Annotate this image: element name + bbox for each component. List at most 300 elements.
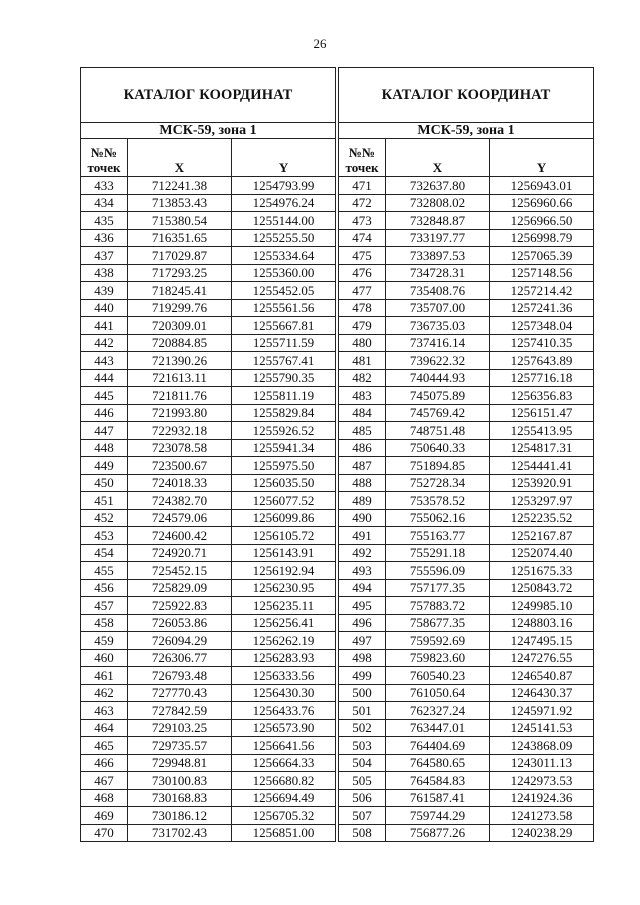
x-coordinate-cell: 764580.65 — [386, 754, 490, 772]
y-coordinate-cell: 1255561.56 — [232, 299, 336, 317]
y-coordinate-cell: 1255790.35 — [232, 369, 336, 387]
point-number-cell: 465 — [81, 737, 128, 755]
point-number-cell: 493 — [339, 562, 386, 580]
y-coordinate-cell: 1241273.58 — [490, 807, 594, 825]
x-coordinate-cell: 755062.16 — [386, 509, 490, 527]
table-row — [81, 229, 336, 247]
table-row — [339, 474, 594, 492]
page-number: 26 — [313, 36, 327, 51]
table-row — [81, 439, 336, 457]
point-number-cell: 499 — [339, 667, 386, 685]
y-coordinate-cell: 1255975.50 — [232, 457, 336, 475]
point-number-header-line2: точек — [345, 160, 379, 175]
x-coordinate-cell: 721390.26 — [128, 352, 232, 370]
x-coordinate-cell: 721811.76 — [128, 387, 232, 405]
y-coordinate-cell: 1242973.53 — [490, 772, 594, 790]
table-row — [81, 264, 336, 282]
point-number-cell: 457 — [81, 597, 128, 615]
y-coordinate-cell: 1256105.72 — [232, 527, 336, 545]
point-number-cell: 507 — [339, 807, 386, 825]
table-row — [81, 702, 336, 720]
point-number-header-line1: №№ — [90, 145, 118, 160]
point-number-cell: 439 — [81, 282, 128, 300]
y-coordinate-cell: 1255334.64 — [232, 247, 336, 265]
y-coordinate-cell: 1256356.83 — [490, 387, 594, 405]
y-coordinate-cell: 1255711.59 — [232, 334, 336, 352]
y-coordinate-cell: 1255926.52 — [232, 422, 336, 440]
point-number-cell: 500 — [339, 684, 386, 702]
coordinate-rows — [81, 177, 336, 842]
y-coordinate-cell: 1256960.66 — [490, 194, 594, 212]
point-number-cell: 463 — [81, 702, 128, 720]
y-coordinate-cell: 1256705.32 — [232, 807, 336, 825]
coordinate-rows — [339, 177, 594, 842]
x-coordinate-cell: 764404.69 — [386, 737, 490, 755]
point-number-cell: 462 — [81, 684, 128, 702]
table-row — [339, 614, 594, 632]
table-row — [81, 789, 336, 807]
table-row — [339, 789, 594, 807]
x-coordinate-cell: 722932.18 — [128, 422, 232, 440]
x-coordinate-cell: 726306.77 — [128, 649, 232, 667]
y-coordinate-cell: 1256966.50 — [490, 212, 594, 230]
point-number-cell: 480 — [339, 334, 386, 352]
point-number-cell: 497 — [339, 632, 386, 650]
catalog-title: КАТАЛОГ КООРДИНАТ — [339, 68, 594, 123]
y-coordinate-cell: 1254976.24 — [232, 194, 336, 212]
x-coordinate-cell: 729735.57 — [128, 737, 232, 755]
x-coordinate-cell: 729103.25 — [128, 719, 232, 737]
table-row — [339, 369, 594, 387]
point-number-cell: 506 — [339, 789, 386, 807]
point-number-cell: 476 — [339, 264, 386, 282]
y-coordinate-cell: 1257241.36 — [490, 299, 594, 317]
y-coordinate-cell: 1252235.52 — [490, 509, 594, 527]
x-coordinate-cell: 717029.87 — [128, 247, 232, 265]
x-coordinate-cell: 730186.12 — [128, 807, 232, 825]
y-coordinate-cell: 1256333.56 — [232, 667, 336, 685]
x-coordinate-cell: 726053.86 — [128, 614, 232, 632]
y-coordinate-cell: 1256998.79 — [490, 229, 594, 247]
point-number-cell: 487 — [339, 457, 386, 475]
point-number-cell: 498 — [339, 649, 386, 667]
point-number-cell: 492 — [339, 544, 386, 562]
x-coordinate-cell: 712241.38 — [128, 177, 232, 195]
y-coordinate-cell: 1245971.92 — [490, 702, 594, 720]
y-coordinate-cell: 1254817.31 — [490, 439, 594, 457]
point-number-cell: 466 — [81, 754, 128, 772]
y-coordinate-cell: 1256262.19 — [232, 632, 336, 650]
table-row — [339, 719, 594, 737]
table-row — [339, 457, 594, 475]
x-coordinate-cell: 727770.43 — [128, 684, 232, 702]
point-number-cell: 483 — [339, 387, 386, 405]
table-row — [81, 334, 336, 352]
point-number-cell: 464 — [81, 719, 128, 737]
x-coordinate-cell: 729948.81 — [128, 754, 232, 772]
y-coordinate-cell: 1256680.82 — [232, 772, 336, 790]
table-row — [81, 177, 336, 195]
x-coordinate-cell: 724600.42 — [128, 527, 232, 545]
y-coordinate-cell: 1257643.89 — [490, 352, 594, 370]
point-number-cell: 444 — [81, 369, 128, 387]
x-coordinate-cell: 725452.15 — [128, 562, 232, 580]
y-coordinate-cell: 1248803.16 — [490, 614, 594, 632]
x-coordinate-cell: 748751.48 — [386, 422, 490, 440]
point-number-cell: 433 — [81, 177, 128, 195]
point-number-cell: 473 — [339, 212, 386, 230]
x-coordinate-cell: 727842.59 — [128, 702, 232, 720]
table-row — [81, 194, 336, 212]
table-row — [81, 387, 336, 405]
y-coordinate-cell: 1257214.42 — [490, 282, 594, 300]
x-coordinate-cell: 716351.65 — [128, 229, 232, 247]
point-number-cell: 437 — [81, 247, 128, 265]
x-coordinate-cell: 737416.14 — [386, 334, 490, 352]
point-number-cell: 441 — [81, 317, 128, 335]
x-coordinate-cell: 759592.69 — [386, 632, 490, 650]
y-coordinate-cell: 1255360.00 — [232, 264, 336, 282]
point-number-cell: 461 — [81, 667, 128, 685]
point-number-cell: 446 — [81, 404, 128, 422]
x-coordinate-cell: 732637.80 — [386, 177, 490, 195]
table-row — [339, 387, 594, 405]
table-row — [81, 772, 336, 790]
y-coordinate-cell: 1256573.90 — [232, 719, 336, 737]
y-coordinate-cell: 1247276.55 — [490, 649, 594, 667]
y-column-header: Y — [232, 139, 336, 177]
x-coordinate-cell: 745075.89 — [386, 387, 490, 405]
y-coordinate-cell: 1256943.01 — [490, 177, 594, 195]
point-number-cell: 491 — [339, 527, 386, 545]
point-number-cell: 449 — [81, 457, 128, 475]
y-coordinate-cell: 1256151.47 — [490, 404, 594, 422]
table-row — [339, 737, 594, 755]
point-number-cell: 471 — [339, 177, 386, 195]
x-coordinate-cell: 764584.83 — [386, 772, 490, 790]
table-row — [81, 597, 336, 615]
table-row — [339, 824, 594, 842]
point-number-cell: 451 — [81, 492, 128, 510]
point-number-cell: 443 — [81, 352, 128, 370]
table-row — [339, 667, 594, 685]
y-coordinate-cell: 1257148.56 — [490, 264, 594, 282]
table-row — [81, 299, 336, 317]
x-coordinate-cell: 759744.29 — [386, 807, 490, 825]
point-number-cell: 508 — [339, 824, 386, 842]
x-coordinate-cell: 755291.18 — [386, 544, 490, 562]
x-coordinate-cell: 756877.26 — [386, 824, 490, 842]
table-row — [81, 579, 336, 597]
point-number-cell: 456 — [81, 579, 128, 597]
x-coordinate-cell: 752728.34 — [386, 474, 490, 492]
point-number-cell: 453 — [81, 527, 128, 545]
table-row — [339, 404, 594, 422]
x-coordinate-cell: 735707.00 — [386, 299, 490, 317]
y-coordinate-cell: 1252074.40 — [490, 544, 594, 562]
y-coordinate-cell: 1256664.33 — [232, 754, 336, 772]
y-coordinate-cell: 1255667.81 — [232, 317, 336, 335]
x-coordinate-cell: 745769.42 — [386, 404, 490, 422]
point-number-cell: 472 — [339, 194, 386, 212]
point-number-cell: 495 — [339, 597, 386, 615]
y-coordinate-cell: 1255413.95 — [490, 422, 594, 440]
point-number-cell: 440 — [81, 299, 128, 317]
x-coordinate-cell: 732808.02 — [386, 194, 490, 212]
y-coordinate-cell: 1243868.09 — [490, 737, 594, 755]
table-row — [81, 457, 336, 475]
table-row — [339, 772, 594, 790]
point-number-cell: 459 — [81, 632, 128, 650]
table-row — [81, 667, 336, 685]
y-coordinate-cell: 1256192.94 — [232, 562, 336, 580]
x-coordinate-cell: 736735.03 — [386, 317, 490, 335]
x-coordinate-cell: 758677.35 — [386, 614, 490, 632]
x-coordinate-cell: 724018.33 — [128, 474, 232, 492]
table-row — [339, 282, 594, 300]
point-number-cell: 438 — [81, 264, 128, 282]
point-number-cell: 445 — [81, 387, 128, 405]
table-row — [81, 684, 336, 702]
table-row — [339, 562, 594, 580]
table-row — [81, 369, 336, 387]
x-coordinate-cell: 739622.32 — [386, 352, 490, 370]
y-coordinate-cell: 1246430.37 — [490, 684, 594, 702]
table-row — [339, 509, 594, 527]
table-row — [339, 334, 594, 352]
x-coordinate-cell: 755163.77 — [386, 527, 490, 545]
point-number-cell: 450 — [81, 474, 128, 492]
y-coordinate-cell: 1256641.56 — [232, 737, 336, 755]
table-row — [339, 299, 594, 317]
x-coordinate-cell: 735408.76 — [386, 282, 490, 300]
x-coordinate-cell: 750640.33 — [386, 439, 490, 457]
table-row — [81, 544, 336, 562]
x-coordinate-cell: 721613.11 — [128, 369, 232, 387]
x-coordinate-cell: 720309.01 — [128, 317, 232, 335]
table-row — [81, 632, 336, 650]
table-row — [339, 579, 594, 597]
table-row — [81, 754, 336, 772]
point-number-cell: 468 — [81, 789, 128, 807]
point-number-cell: 460 — [81, 649, 128, 667]
point-number-cell: 477 — [339, 282, 386, 300]
point-number-cell: 434 — [81, 194, 128, 212]
x-coordinate-cell: 719299.76 — [128, 299, 232, 317]
y-coordinate-cell: 1240238.29 — [490, 824, 594, 842]
x-coordinate-cell: 723078.58 — [128, 439, 232, 457]
table-row — [339, 684, 594, 702]
table-row — [81, 649, 336, 667]
y-coordinate-cell: 1251675.33 — [490, 562, 594, 580]
y-coordinate-cell: 1256851.00 — [232, 824, 336, 842]
x-column-header: X — [386, 139, 490, 177]
point-number-cell: 475 — [339, 247, 386, 265]
point-number-cell: 505 — [339, 772, 386, 790]
y-coordinate-cell: 1257716.18 — [490, 369, 594, 387]
table-row — [81, 404, 336, 422]
table-row — [339, 439, 594, 457]
y-coordinate-cell: 1256235.11 — [232, 597, 336, 615]
point-number-header — [81, 139, 128, 177]
point-number-cell: 484 — [339, 404, 386, 422]
x-coordinate-cell: 717293.25 — [128, 264, 232, 282]
y-coordinate-cell: 1256694.49 — [232, 789, 336, 807]
point-number-header-line1: №№ — [348, 145, 376, 160]
x-coordinate-cell: 761587.41 — [386, 789, 490, 807]
table-row — [81, 247, 336, 265]
y-coordinate-cell: 1256099.86 — [232, 509, 336, 527]
coordinate-catalog-right — [338, 67, 594, 842]
table-row — [81, 737, 336, 755]
table-row — [81, 492, 336, 510]
y-coordinate-cell: 1256433.76 — [232, 702, 336, 720]
point-number-header — [339, 139, 386, 177]
y-coordinate-cell: 1256283.93 — [232, 649, 336, 667]
x-coordinate-cell: 740444.93 — [386, 369, 490, 387]
x-coordinate-cell: 725922.83 — [128, 597, 232, 615]
y-coordinate-cell: 1247495.15 — [490, 632, 594, 650]
y-coordinate-cell: 1255829.84 — [232, 404, 336, 422]
table-row — [339, 632, 594, 650]
y-coordinate-cell: 1254793.99 — [232, 177, 336, 195]
point-number-header-line2: точек — [87, 160, 121, 175]
y-coordinate-cell: 1256143.91 — [232, 544, 336, 562]
point-number-cell: 436 — [81, 229, 128, 247]
coordinate-system-zone: МСК-59, зона 1 — [339, 123, 594, 139]
table-row — [81, 352, 336, 370]
y-column-header: Y — [490, 139, 594, 177]
x-coordinate-cell: 763447.01 — [386, 719, 490, 737]
point-number-cell: 458 — [81, 614, 128, 632]
table-row — [339, 807, 594, 825]
y-coordinate-cell: 1254441.41 — [490, 457, 594, 475]
point-number-cell: 470 — [81, 824, 128, 842]
y-coordinate-cell: 1246540.87 — [490, 667, 594, 685]
table-row — [339, 544, 594, 562]
y-coordinate-cell: 1256035.50 — [232, 474, 336, 492]
y-coordinate-cell: 1250843.72 — [490, 579, 594, 597]
point-number-cell: 490 — [339, 509, 386, 527]
x-coordinate-cell: 751894.85 — [386, 457, 490, 475]
table-row — [81, 562, 336, 580]
table-row — [81, 474, 336, 492]
point-number-cell: 455 — [81, 562, 128, 580]
point-number-cell: 447 — [81, 422, 128, 440]
x-coordinate-cell: 757177.35 — [386, 579, 490, 597]
point-number-cell: 496 — [339, 614, 386, 632]
table-row — [81, 282, 336, 300]
point-number-cell: 467 — [81, 772, 128, 790]
table-row — [339, 212, 594, 230]
y-coordinate-cell: 1257065.39 — [490, 247, 594, 265]
y-coordinate-cell: 1255941.34 — [232, 439, 336, 457]
point-number-cell: 442 — [81, 334, 128, 352]
point-number-cell: 481 — [339, 352, 386, 370]
x-coordinate-cell: 760540.23 — [386, 667, 490, 685]
point-number-cell: 474 — [339, 229, 386, 247]
table-row — [339, 317, 594, 335]
x-coordinate-cell: 732848.87 — [386, 212, 490, 230]
x-coordinate-cell: 761050.64 — [386, 684, 490, 702]
x-coordinate-cell: 733897.53 — [386, 247, 490, 265]
point-number-cell: 488 — [339, 474, 386, 492]
x-coordinate-cell: 723500.67 — [128, 457, 232, 475]
table-row — [81, 719, 336, 737]
x-column-header: X — [128, 139, 232, 177]
point-number-cell: 489 — [339, 492, 386, 510]
table-row — [81, 527, 336, 545]
y-coordinate-cell: 1243011.13 — [490, 754, 594, 772]
point-number-cell: 486 — [339, 439, 386, 457]
y-coordinate-cell: 1257410.35 — [490, 334, 594, 352]
table-row — [339, 754, 594, 772]
x-coordinate-cell: 753578.52 — [386, 492, 490, 510]
table-row — [339, 247, 594, 265]
y-coordinate-cell: 1245141.53 — [490, 719, 594, 737]
point-number-cell: 501 — [339, 702, 386, 720]
point-number-cell: 504 — [339, 754, 386, 772]
point-number-cell: 479 — [339, 317, 386, 335]
table-row — [81, 614, 336, 632]
y-coordinate-cell: 1255452.05 — [232, 282, 336, 300]
table-row — [339, 177, 594, 195]
x-coordinate-cell: 726793.48 — [128, 667, 232, 685]
table-row — [339, 702, 594, 720]
y-coordinate-cell: 1241924.36 — [490, 789, 594, 807]
point-number-cell: 448 — [81, 439, 128, 457]
table-row — [81, 807, 336, 825]
x-coordinate-cell: 718245.41 — [128, 282, 232, 300]
y-coordinate-cell: 1256230.95 — [232, 579, 336, 597]
x-coordinate-cell: 720884.85 — [128, 334, 232, 352]
y-coordinate-cell: 1255767.41 — [232, 352, 336, 370]
y-coordinate-cell: 1256077.52 — [232, 492, 336, 510]
x-coordinate-cell: 726094.29 — [128, 632, 232, 650]
point-number-cell: 435 — [81, 212, 128, 230]
y-coordinate-cell: 1249985.10 — [490, 597, 594, 615]
x-coordinate-cell: 755596.09 — [386, 562, 490, 580]
table-row — [81, 824, 336, 842]
table-row — [81, 212, 336, 230]
point-number-cell: 482 — [339, 369, 386, 387]
x-coordinate-cell: 724382.70 — [128, 492, 232, 510]
x-coordinate-cell: 730168.83 — [128, 789, 232, 807]
x-coordinate-cell: 724920.71 — [128, 544, 232, 562]
table-row — [339, 527, 594, 545]
x-coordinate-cell: 731702.43 — [128, 824, 232, 842]
table-row — [339, 422, 594, 440]
table-row — [339, 649, 594, 667]
point-number-cell: 503 — [339, 737, 386, 755]
y-coordinate-cell: 1255144.00 — [232, 212, 336, 230]
x-coordinate-cell: 759823.60 — [386, 649, 490, 667]
x-coordinate-cell: 730100.83 — [128, 772, 232, 790]
y-coordinate-cell: 1252167.87 — [490, 527, 594, 545]
y-coordinate-cell: 1253297.97 — [490, 492, 594, 510]
point-number-cell: 502 — [339, 719, 386, 737]
point-number-cell: 485 — [339, 422, 386, 440]
table-row — [81, 422, 336, 440]
table-row — [339, 597, 594, 615]
table-row — [339, 264, 594, 282]
x-coordinate-cell: 713853.43 — [128, 194, 232, 212]
catalog-title: КАТАЛОГ КООРДИНАТ — [81, 68, 336, 123]
table-row — [81, 317, 336, 335]
table-row — [339, 352, 594, 370]
x-coordinate-cell: 724579.06 — [128, 509, 232, 527]
x-coordinate-cell: 734728.31 — [386, 264, 490, 282]
